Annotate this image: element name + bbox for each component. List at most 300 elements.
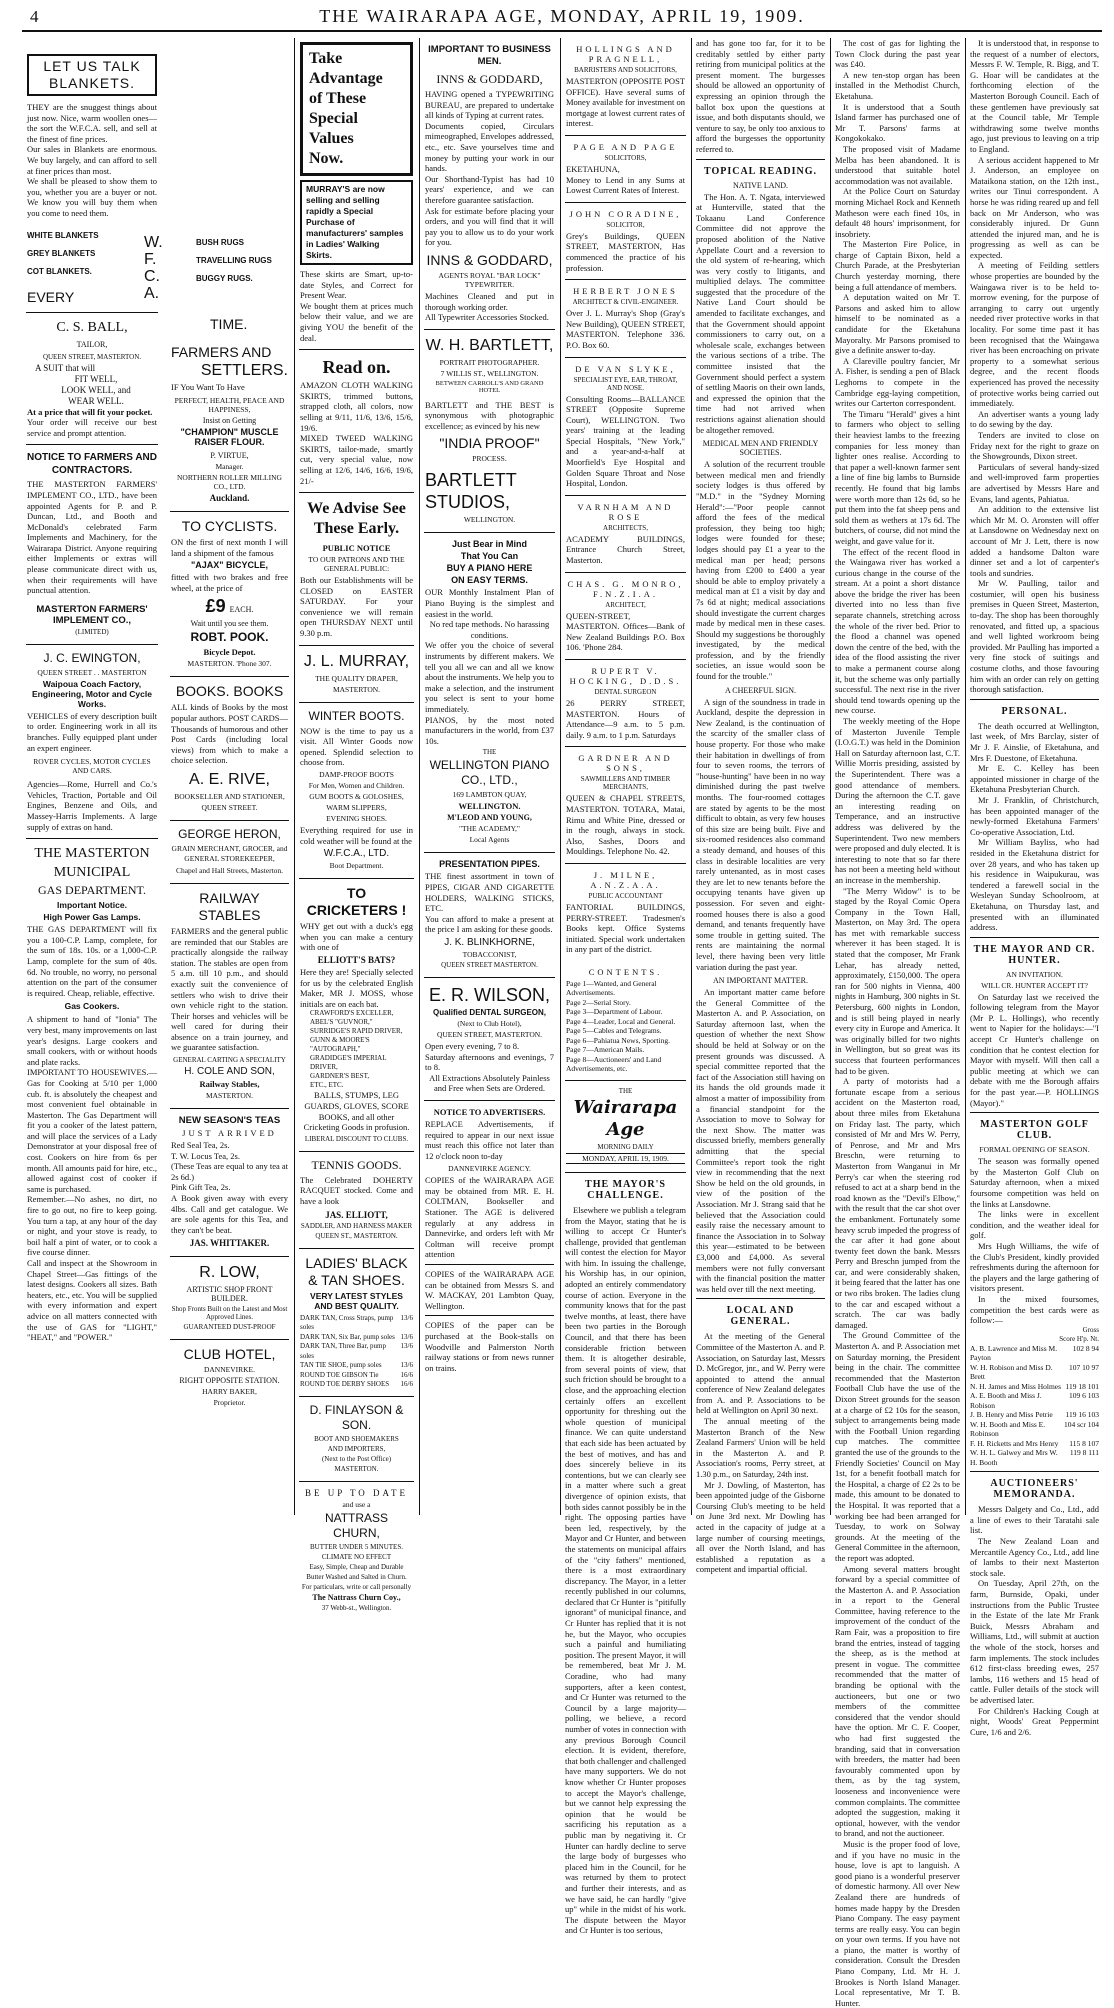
- flag-the: THE: [618, 1086, 633, 1095]
- shoe-price: 13/6: [400, 1361, 413, 1370]
- score-pair: A. B. Lawrence and Miss M. Payton: [970, 1343, 1058, 1363]
- piano-p2: No red tape methods. No harassing conditions.: [429, 619, 550, 640]
- bartlett-between: BETWEEN CARROLL'S AND GRAND HOTEL: [435, 379, 544, 394]
- typewriting-p4: Ask for estimate before placing your orders, and you will find that it will pay you to allow us to do your work for you.: [425, 205, 554, 248]
- local-title: LOCAL AND GENERAL.: [726, 1305, 795, 1328]
- piano-l2: That You Can: [460, 551, 519, 562]
- local-item: An addition to the extensive list which Mr M. O. Aronsten will offer at Lansdowne on Wednesday next on account of Mr J. Lett, there is now added a handsome Dalton ware dinner set and a lot of carpenter's tools and sundries.: [970, 504, 1099, 578]
- ball-addr: QUEEN STREET, MASTERTON.: [42, 352, 142, 361]
- churn-ad: [299, 1482, 414, 1620]
- winter-l4: WARM SLIPPERS,: [326, 803, 387, 813]
- cole-town: MASTERTON.: [205, 1091, 254, 1101]
- shoe-desc: DARK TAN, Cross Straps, pump soles: [300, 1313, 394, 1332]
- golf-sub: FORMAL OPENING OF SEASON.: [979, 1145, 1090, 1155]
- blinkhorne-name: J. K. BLINKHORNE,: [444, 936, 535, 948]
- topical-title: TOPICAL READING.: [703, 165, 818, 177]
- piano-l4: ON EASY TERMS.: [451, 575, 528, 586]
- settlers-title2: SETTLERS.: [200, 362, 288, 379]
- bush-rugs: BUSH RUGS: [196, 238, 245, 247]
- local-item: At the Police Court on Saturday morning Michael Rock and Kenneth Matheson were each fined 10s, in default 48 hours' imprisonment, for insobriety.: [835, 186, 960, 239]
- cyclists-body2: fitted with two brakes and free wheel, at the price of: [171, 572, 288, 593]
- ewington-agencies: Agencies—Rome, Hurrell and Co.'s Vehicles, Traction, Portable and Oil Engines, Benzene and Oils, and Massey-Harris Implements. A large supply of extras on hand.: [27, 779, 157, 832]
- pook-name: ROBT. POOK.: [190, 630, 269, 645]
- card-sub: ARCHITECTS,: [603, 523, 648, 532]
- advise-body: Both our Establishments will be CLOSED on EASTER SATURDAY. For your convenience we will remain open THURSDAY NEXT until 9.30 p.m.: [300, 575, 413, 639]
- card-sub: SOLICITOR,: [606, 220, 645, 229]
- score-pair: N. H. James and Miss Holmes: [970, 1381, 1062, 1391]
- blankets-intro: THEY are the snuggest things about just now. Nice, warm woollen ones—the sort the W.F.C.A. sell, and sell at the finest of fine prices.: [27, 102, 157, 144]
- golf-item: Mrs Hugh Williams, the wife of the Club's President, kindly provided refreshments during the afternoon for the players and the large gathering of visitors present.: [970, 1240, 1099, 1294]
- card-body: MASTERTON (OPPOSITE POST OFFICE). Have several sums of Money available for investment on mortgage at lowest current rates of interest.: [566, 76, 685, 129]
- challenge-title: THE MAYOR'S CHALLENGE.: [585, 1178, 666, 1201]
- shoe-desc: ROUND TOE GIBSON Tie: [300, 1370, 379, 1379]
- churn-title: BE UP TO DATE: [304, 1487, 409, 1498]
- local-item: The cost of gas for lighting the Town Clock during the past year was £40.: [835, 38, 960, 70]
- piano-agents: M'LEOD AND YOUNG,: [447, 813, 532, 823]
- readon-ad: [299, 350, 414, 493]
- cricketers-disc: LIBERAL DISCOUNT TO CLUBS.: [304, 1134, 409, 1143]
- piano-l3: BUY A PIANO HERE: [446, 563, 533, 574]
- typewriting-p5: Machines Cleaned and put in thorough working order.: [425, 290, 554, 312]
- heron-addr: Chapel and Hall Streets, Masterton.: [175, 865, 284, 875]
- score-pair: W. H. L. Galwey and Mrs W. H. Booth: [970, 1448, 1058, 1467]
- winter-boots-ad: [299, 703, 414, 880]
- wfca-logo: [144, 234, 163, 302]
- piano-addr: 169 LAMBTON QUAY,: [452, 790, 527, 800]
- club-name: CLUB HOTEL,: [183, 1346, 276, 1363]
- bat-item: ABEL'S "GUVNOR,": [310, 1018, 373, 1027]
- typewriting-ad: [424, 38, 555, 330]
- card-body: Grey's Buildings, QUEEN STREET, MASTERTON, Has commenced the practice of his profession.: [566, 230, 685, 273]
- editorial-flag: [565, 1081, 686, 1173]
- local-item: "The Merry Widow" is to be staged by the Royal Comic Opera Company in the Town Hall, Masterton, on May 3rd. The opera has met with remarkable success wherever it has been staged. It is stated that the composer, Mr Frank Lehar, has already netted, approximately, £150,000. The opera ran for 500 nights in Vienna, 400 nights in Hamburg, 300 nights in St. Petersburg, 600 nights in London, and is still being played in nearly every city in Europe and America. It was originally billed for two nights in Wellington, but so great was its success that fourteen performances had to be given.: [835, 885, 960, 1076]
- advertisers-notice: [424, 1101, 555, 1379]
- card-title: PAGE AND PAGE: [573, 141, 678, 152]
- farmers-title: NOTICE TO FARMERS AND CONTRACTORS.: [27, 452, 158, 477]
- ewington-sub: Waipoua Coach Factory, Engineering, Motor and Cycle Works.: [32, 678, 152, 709]
- ball-l1: A SUIT that will: [35, 362, 96, 373]
- score-head-gross: Gross: [1082, 1325, 1099, 1334]
- score-pair: W. H. Booth and Miss E. Robinson: [970, 1419, 1046, 1439]
- card-title: VARNHAM AND ROSE: [577, 501, 674, 522]
- shoe-row: [300, 1361, 413, 1371]
- card-body: ACADEMY BUILDINGS, Entrance Church Street, Masterton.: [566, 533, 685, 566]
- bat-item: SURRIDGE'S RAPID DRIVER,: [310, 1027, 403, 1036]
- contents-list: [566, 979, 685, 1074]
- auct-item: The New Zealand Loan and Mercantile Agency Co., Ltd., add line of lambs to their next Masterton stock sale.: [970, 1536, 1099, 1578]
- elliott-name: JAS. ELLIOTT,: [325, 1209, 388, 1220]
- cyclists-title: TO CYCLISTS.: [181, 518, 278, 534]
- will-accept: WILL CR. HUNTER ACCEPT IT?: [981, 980, 1088, 990]
- shoe-price: 13/6: [400, 1332, 413, 1341]
- blankets-title: LET US TALK BLANKETS.: [27, 54, 157, 96]
- piano-co: WELLINGTON PIANO CO., LTD.,: [429, 758, 550, 788]
- advantage-ad: [299, 38, 414, 350]
- finlayson-addr: (Next to the Post Office): [321, 1454, 392, 1463]
- professional-card: [565, 660, 686, 747]
- books-body: ALL kinds of Books by the most popular authors. POST CARDS—Thousands of humorous and other Post Cards (including local views) from which to make a choice selection.: [171, 702, 288, 766]
- tennis-body: The Celebrated DOHERTY RACQUET stocked. Come and have a look: [300, 1174, 413, 1206]
- score-row: [970, 1420, 1099, 1439]
- professional-card: [565, 358, 686, 496]
- ewington-name: J. C. EWINGTON,: [43, 650, 141, 665]
- elliotts-bats: ELLIOTT'S BATS?: [317, 955, 396, 965]
- churn-name: NATTRASS CHURN,: [324, 1510, 389, 1540]
- bartlett-name: W. H. BARTLETT,: [425, 336, 554, 354]
- score-pair: W. H. Robison and Miss D. Brett: [970, 1362, 1053, 1382]
- low-name: R. LOW,: [199, 1264, 260, 1282]
- medical-body: A solution of the recurrent trouble between medical men and friendly society lodges is thus offered by "M.D." in the "Sydney Morning Herald":—"Poor people cannot afford the fees of the medical profession, they being too high; lodges were founded for these; lodges should pay £1 a year to the medical man per head; persons having from £200 to £400 a year should be able to employ privately a medical man at £1 a visit by day and 7s 6d at night; medical associations should investigate the current charges made by medical men in these cases. Should my suggestions be thoroughly investigated, by the medical profession, and by the friendly societies, an issue would soon be found for the trouble.": [696, 459, 825, 682]
- local-item: A new ten-stop organ has been installed in the Methodist Church, Eketahuna.: [835, 69, 960, 101]
- finlayson-name: D. FINLAYSON & SON.: [309, 1402, 404, 1432]
- wfca-a: A.: [144, 285, 160, 302]
- readon-body: AMAZON CLOTH WALKING SKIRTS, trimmed buttons, strapped cloth, all colors, now selling at 9/11, 11/6, 13/6, 15/6, 19/6.: [300, 380, 413, 433]
- rive-addr: QUEEN STREET.: [201, 802, 258, 812]
- score-value: 119 8 111: [1069, 1448, 1099, 1458]
- farmers-body: THE MASTERTON FARMERS' IMPLEMENT CO., LTD., have been appointed Agents for P. and P. Duncan, Ltd., and Booth and McDonald's celebrated Farm Implements and Machinery, for the Wairarapa District. Anyone requiring either Implements or extras will please communicate direct with us, when their requirements will have punctual attention.: [27, 479, 157, 596]
- cricketers-title: TO CRICKETERS !: [306, 885, 407, 919]
- card-body: 26 PERRY STREET, MASTERTON. Hours of Attendance—9 a.m. to 5 p.m. daily. 9 a.m. to 1 p.m. Saturdays: [566, 698, 685, 740]
- gas-body: THE GAS DEPARTMENT will fix you a 100-C.P. Lamp, complete, for the sum of 18s. 10s. or a 1,000-C.P. Lamp, complete for the sum of 40s. 6d. No trouble, no worry, no personal attention on the part of the consumer is required. Cheap, reliable, effective.: [27, 924, 157, 998]
- bartlett-p1: BARTLETT and THE BEST is synonymous with photographic excellence; as evinced by his new: [425, 399, 554, 431]
- stables-spec: GENERAL CARTING A SPECIALITY: [173, 1056, 286, 1065]
- winter-body: NOW is the time to pay us a visit. All Winter Goods now opened. Splendid selection to choose from.: [300, 725, 413, 768]
- champion-brand: "CHAMPION" MUSCLE RAISER FLOUR.: [180, 427, 279, 447]
- pipes-title: PRESENTATION PIPES.: [439, 859, 540, 870]
- score-value: 102 8 94: [1072, 1343, 1099, 1353]
- club-town: DANNEVIRKE.: [203, 1365, 256, 1375]
- inns-goddard-2: INNS & GODDARD,: [426, 251, 553, 268]
- cyclists-body: ON the first of next month I will land a shipment of the famous: [171, 537, 288, 558]
- wilson-l2: Saturday afternoons and evenings, 7 to 8.: [425, 1051, 554, 1073]
- wfca-c: C.: [144, 268, 160, 285]
- card-sub: SPECIALIST EYE, EAR, THROAT, AND NOSE.: [573, 375, 678, 392]
- teas-l3: (These Teas are equal to any tea at 2s 6d.): [171, 1161, 289, 1182]
- card-title: J. MILNE, A.N.Z.A.A.: [590, 869, 661, 890]
- professional-cards: [565, 38, 686, 961]
- bartlett-process: PROCESS.: [472, 454, 507, 464]
- every-label: EVERY: [27, 288, 75, 305]
- settlers-city: Auckland.: [209, 493, 250, 503]
- card-title: HERBERT JONES: [573, 286, 678, 297]
- low-ad: [170, 1257, 289, 1340]
- card-body2: Money to Lend in any Sums at Lowest Current Rates of Interest.: [566, 174, 685, 196]
- card-title: DE VAN SLYKE,: [575, 363, 676, 374]
- pook-depot: Bicycle Depot.: [203, 647, 256, 658]
- gas-department-ad: [26, 839, 158, 1349]
- finlayson-ad: [299, 1397, 414, 1482]
- ball-name: C. S. BALL,: [56, 319, 128, 335]
- card-sub: PUBLIC ACCOUNTANT: [588, 891, 663, 900]
- ladies-title: LADIES' BLACK & TAN SHOES.: [305, 1254, 408, 1288]
- blinkhorne-addr: QUEEN STREET MASTERTON.: [441, 960, 538, 969]
- cot-blankets: COT BLANKETS.: [27, 266, 92, 276]
- readon-body2: MIXED TWEED WALKING SKIRTS, tailor-made, smartly cut, very special value, now selling at 12/6, 14/6, 16/6, 19/6, 21/-: [300, 433, 413, 486]
- score-pair: A. E. Booth and Miss J. Robison: [970, 1391, 1042, 1410]
- advise-ad: [299, 493, 414, 646]
- wilson-l1: Open every evening, 7 to 8.: [425, 1040, 520, 1051]
- shoe-row: [300, 1342, 413, 1361]
- card-sub: SOLICITORS,: [604, 153, 647, 162]
- shoe-desc: DARK TAN, Six Bar, pump soles: [300, 1332, 395, 1341]
- teas-arrived: JUST ARRIVED: [182, 1128, 277, 1139]
- golf-item: The season was formally opened by the Masterton Golf Club on Saturday afternoon, when a mixed foursome competition was held on the links at Lansdowne.: [970, 1156, 1099, 1209]
- churn-co: The Nattrass Churn Coy.,: [312, 1592, 401, 1602]
- churn-l1: BUTTER UNDER 5 MINUTES.: [310, 1542, 403, 1551]
- stables-ad: [170, 884, 289, 1109]
- shoe-price: 13/6: [400, 1313, 413, 1322]
- piano-academy: "THE ACADEMY,": [459, 824, 520, 834]
- bartlett-ad: [424, 330, 555, 534]
- low-trade: ARTISTIC SHOP FRONT BUILDER.: [186, 1285, 273, 1304]
- card-body: QUEEN & CHAPEL STREETS, MASTERTON. TOTARA, Matai, Rimu and White Pine, dressed or in the rough, always in stock. Also, Sashes, Doors and Mouldings. Telephone No. 42.: [566, 793, 685, 857]
- typewriting-body: HAVING opened a TYPEWRITING BUREAU, are prepared to undertake all kinds of Typing at current rates.: [425, 89, 554, 121]
- finlayson-town: MASTERTON.: [334, 1464, 379, 1473]
- ball-l4: WEAR WELL.: [68, 395, 124, 406]
- shoe-desc: ROUND TOE DERBY SHOES: [300, 1380, 390, 1389]
- danne-body2: COPIES of the WAIRARAPA AGE can be obtained from Messrs S. and W. MACKAY, 201 Lambton Quay, Wellington.: [425, 1269, 554, 1311]
- advantage-t4: Now.: [309, 150, 344, 167]
- books-ad: [170, 677, 289, 821]
- wilson-addr: QUEEN STREET, MASTERTON.: [436, 1029, 543, 1039]
- contents-item: Page 7—American Mails.: [566, 1045, 645, 1055]
- mayor-challenge-article: [565, 1179, 686, 1936]
- typewriting-agents: AGENTS ROYAL "BAR LOCK" TYPEWRITER.: [438, 270, 541, 289]
- club-prop: HARRY BAKER,: [202, 1387, 257, 1397]
- ewington-addr: QUEEN STREET . . MASTERTON: [37, 667, 147, 677]
- wilson-next: (Next to Club Hotel),: [457, 1018, 522, 1028]
- ewington-ad: [26, 645, 158, 839]
- churn-l5: For particulars, write or call personally: [301, 1582, 412, 1591]
- auct-item: Messrs Dalgety and Co., Ltd., add a line of ewes to their Taratahi sale list.: [970, 1504, 1099, 1536]
- shoe-desc: DARK TAN, Three Bar, pump soles: [300, 1342, 386, 1360]
- winter-title: WINTER BOOTS.: [308, 708, 405, 723]
- local-item: Tenders are invited to close on Friday next for the right to graze on the Showgrounds, Dixon street.: [970, 429, 1099, 462]
- piano-body: OUR Monthly Instalment Plan of Piano Buying is the simplest and easiest in the world.: [425, 587, 554, 619]
- elliott-trade: SADDLER, AND HARNESS MAKER: [300, 1221, 413, 1230]
- elliott-addr: QUEEN ST., MASTERTON.: [315, 1231, 398, 1240]
- murray-ad: [299, 646, 414, 703]
- whittaker-name: JAS. WHITTAKER.: [189, 1238, 270, 1249]
- contents-item: Page 3—Department of Labour.: [566, 1007, 663, 1017]
- column-3: [294, 38, 418, 1612]
- important-body: An important matter came before the General Committee of the Masterton A. and P. Association, on Saturday afternoon last, when the question of whether the next Show should be held at Solway or on the present grounds was discussed. A special committee reported that the fact of the Association still having on its hands the old grounds made it almost a matter of impossibility from a financial standpoint for the Association to move to Solway for the next Show. The matter was discussed briefly, members generally admitting that the special Committee's report took the right view in recommending that the next Show be held on the old grounds, in view of the position of the Association. Mr J. Strang said that he believed that the Association could easily raise the necessary amount to finance the Association in to Solway this year—estimated to be between £3,000 and £4,000. As several members were not fully conversant with the financial position the matter was held over till the next meeting.: [696, 987, 825, 1294]
- card-sub: SAWMILLERS AND TIMBER MERCHANTS,: [580, 775, 671, 792]
- club-l1: RIGHT OPPOSITE STATION.: [179, 1376, 280, 1386]
- advise-to: TO OUR PATRONS AND THE GENERAL PUBLIC:: [308, 555, 405, 574]
- bicycle-price: £9: [205, 596, 226, 617]
- implement-sub: (LIMITED): [75, 627, 109, 636]
- score-row: [970, 1448, 1099, 1467]
- piano-p3: We offer you the choice of several instruments by different makers. We tell you all we can and all we know about the instruments. We help you to make a selection, and the instrument you select is sent to your home immediately.: [425, 640, 554, 714]
- piano-l1: Just Bear in Mind: [451, 539, 527, 550]
- personal-title: PERSONAL.: [1001, 705, 1068, 717]
- cole-sub: Railway Stables,: [199, 1079, 260, 1090]
- score-row: [970, 1391, 1099, 1410]
- personal-item: The death occurred at Wellington, last week, of Mrs Barclay, sister of Mr J. F. Ainslie, of Eketahuna, and Mrs F. Duestone, of Eketahuna.: [970, 720, 1099, 763]
- churn-l3: Easy, Simple, Cheap and Durable: [309, 1562, 404, 1571]
- club-role: Proprietor.: [213, 1398, 246, 1408]
- winter-l5: EVENING SHOES.: [326, 814, 387, 824]
- tennis-ad: [299, 1152, 414, 1249]
- local-item: A party of motorists had a fortunate escape from a serious accident on the Masterton road, about three miles from Eketahuna on Friday last. The party, which consisted of Mr and Mrs W. Perry, of Penrose, and Mr and Mrs Breschn, were returning to Masterton from Wanganui in Mr Perry's car when the steering rod refused to act at a sharp bend in the road known as the "Devil's Elbow," with the result that the car shot over the embankment. Fortunately some heavy scrub impeded the progress of the car after it had gone about twenty feet down the bank. Messrs Perry and Breschn jumped from the car, and were considerably shaken, it being feared that the latter has one or two ribs broken. The ladies clung to the car and escaped without a scratch. The car was badly damaged.: [835, 1076, 960, 1330]
- pipes-p2: You can afford to make a present at the price I am asking for these goods.: [425, 913, 554, 935]
- card-body: FANTORIAL BUILDINGS, PERRY-STREET. Tradesmen's Books kept. Office Systems initiated. Special work undertaken in any part of the district.: [566, 901, 685, 955]
- professional-card: [565, 747, 686, 864]
- contents-item: Page 6—Pahiatua News, Sporting.: [566, 1035, 670, 1045]
- winter-l1: DAMP-PROOF BOOTS: [319, 770, 394, 780]
- local-body2: The annual meeting of the Masterton Branch of the New Zealand Farmers' Union will be held in the Masterton A. and P. Association's rooms, Perry street, at 1.30 p.m., on Saturday, 24th inst.: [696, 1416, 825, 1480]
- score-value: 104 scr 104: [1064, 1419, 1099, 1429]
- professional-card: [565, 864, 686, 961]
- professional-card: [565, 203, 686, 280]
- typewriting-p2: Documents copied, Circulars mimeographed, Envelopes addressed, etc., etc. Save yourselves time and money by putting your work in our hands.: [425, 120, 554, 174]
- settlers-mill: NORTHERN ROLLER MILLING CO., LTD.: [177, 473, 282, 491]
- settlers-l1: IF You Want To Have: [171, 382, 245, 392]
- shoe-desc: TAN TIE SHOE, pump soles: [300, 1361, 382, 1370]
- settlers-l2: PERFECT, HEALTH, PEACE AND HAPPINESS,: [174, 396, 285, 414]
- shoe-row: [300, 1314, 413, 1333]
- teas-l2: T. W. Locus Tea, 2s.: [171, 1150, 240, 1161]
- india-proof: "INDIA PROOF": [439, 435, 540, 452]
- wfca-w: W.: [144, 234, 163, 251]
- typewriting-p3: Our Shorthand-Typist has had 10 years' experience, and we can therefore guarantee satisfaction.: [425, 173, 554, 205]
- local-item: It is understood that a South Island farmer has purchased one of Mr T. Parsons' farms at Kongokokako.: [835, 101, 960, 144]
- contents-item: Page 4—Leader, Local and General.: [566, 1016, 676, 1026]
- bat-item: GRADIDGE'S IMPERIAL DRIVER,: [310, 1054, 387, 1072]
- books-title: BOOKS. BOOKS: [175, 683, 284, 700]
- stables-title: RAILWAY STABLES: [198, 889, 261, 923]
- wilson-l3: All Extractions Absolutely Painless and Free when Sets are Ordered.: [429, 1072, 550, 1094]
- danne-title: DANNEVIRKE AGENCY.: [448, 1164, 531, 1174]
- contents-item: Page 1—Wanted, and General Advertisements.: [566, 978, 657, 998]
- churn-l4: Butter Washed and Salted in Churn.: [306, 1572, 407, 1581]
- settlers-l3: Insist on Getting: [202, 416, 257, 425]
- local-body3: Mr J. Dowling, of Masterton, has been appointed judge of the Gisborne Coursing Club's meeting to be held on June 3rd next. Mr Dowling has acted in the capacity of judge at a large number of coursing meetings, all over the North Island, and has established a reputation as a competent and impartial official.: [696, 1479, 825, 1575]
- readon-title: Read on.: [322, 357, 391, 378]
- price-each: EACH.: [229, 605, 254, 615]
- auct-item: On Tuesday, April 27th, on the farm, Burnside, Opaki, under instructions from the Public Trustee in the Estate of the late Mr Frank Buick, Messrs Abraham and Williams, Ltd., will submit at auction the whole of the stock, horses and farm implements. The stock includes 612 first-class breeding ewes, 257 lambs, 116 wethers and 15 head of cattle. Fuller details of the stock will be advertised later.: [970, 1578, 1099, 1705]
- score-row: [970, 1344, 1099, 1363]
- contents-item: Page 2—Serial Story.: [566, 997, 631, 1007]
- gas-title3: GAS DEPARTMENT.: [38, 883, 146, 898]
- card-body: Over J. L. Murray's Shop (Gray's New Building), QUEEN STREET, MASTERTON. Telephone 336. P.O. Box 60.: [566, 308, 685, 350]
- golf-item: In the mixed foursomes, competition the best cards were as follow:—: [970, 1293, 1099, 1326]
- auct-title: AUCTIONEERS' MEMORANDA.: [990, 1478, 1079, 1501]
- invitation: AN INVITATION.: [1006, 969, 1063, 979]
- column-7: [830, 38, 964, 2008]
- typewriting-title: IMPORTANT TO BUSINESS MEN.: [428, 44, 551, 67]
- personal-item: Mr E. C. Kelley has been appointed missioner in charge of the Eketahuna Presbyterian Church.: [970, 763, 1099, 795]
- gas-body2: A shipment to hand of "Ionia" The very best, many improvements on last year's designs. Large cookers and small cookers, with or without hoods and plate racks.: [27, 1014, 157, 1067]
- advantage-t3: Special Values: [309, 110, 358, 147]
- shoe-row: [300, 1371, 413, 1381]
- bat-item: GARDNER'S BEST,: [310, 1072, 370, 1081]
- professional-card: [565, 573, 686, 660]
- blinkhorne-trade: TOBACCONIST,: [462, 949, 517, 959]
- professional-card: [565, 136, 686, 203]
- bartlett-studio: BARTLETT STUDIOS,: [425, 470, 517, 513]
- card-sub: ARCHITECT,: [605, 600, 646, 609]
- ball-trade: TAILOR,: [76, 339, 108, 349]
- cricketers-ad: [299, 879, 414, 1152]
- settlers-mgr: Manager.: [215, 462, 244, 471]
- gas-body3: IMPORTANT TO HOUSEWIVES.—Gas for Cooking at 5/10 per 1,000 cub. ft. is absolutely the cheapest and most convenient fuel obtainable in Masterton. The Gas Department will fit you a cooker of the latest pattern, and will place the services of a Lady Demonstrator at your disposal free of cost. Cookers on hire from 6s per month. All amounts paid for hire, etc., allowed against cost of cooker if same is purchased.: [27, 1067, 157, 1194]
- piano-ad: [424, 533, 555, 853]
- local-item: The weekly meeting of the Hope of Masterton Juvenile Temple (I.O.G.T.) was held in the Dominion Hall on Saturday afternoon last, C.T. Willie Morris presiding, assisted by the Superintendent. There was a good attendance of members. During the afternoon the C.T. gave an interesting reading on Temperance, and an instructive address was delivered by the Superintendent. Two new members were proposed and duly elected. It is interesting to note that so far there has not been a meeting held without an increase in the membership.: [835, 716, 960, 885]
- white-blankets: WHITE BLANKETS: [27, 230, 99, 240]
- low-l2: GUARANTEED DUST-PROOF: [183, 1323, 276, 1332]
- advertisers-title: NOTICE TO ADVERTISERS.: [433, 1106, 546, 1117]
- blanket-right-block: [126, 230, 272, 340]
- grey-blankets: GREY BLANKETS: [27, 248, 96, 258]
- contents-title: CONTENTS.: [588, 966, 663, 977]
- local-body: At the meeting of the General Committee of the Masterton A. and P. Association, on Saturday last, Messrs D. McGregor, jnr., and W. Perry were appointed to attend the annual conference of New Zealand delegates from A. and P. Associations to be held at Wellington on April 30 next.: [696, 1331, 825, 1416]
- wilson-ad: [424, 978, 555, 1101]
- card-body: EKETAHUNA,: [566, 163, 620, 174]
- page-header: [22, 6, 1102, 32]
- card-sub: BARRISTERS AND SOLICITORS,: [574, 66, 677, 74]
- murrays-p2: These skirts are Smart, up-to-date Styles, and Correct for Present Wear.: [300, 269, 413, 301]
- card-title: JOHN CORADINE,: [569, 208, 682, 219]
- piano-city: WELLINGTON.: [458, 801, 521, 812]
- heron-ad: [170, 821, 289, 884]
- local-item: An advertiser wants a young lady to do sewing by the day.: [970, 408, 1099, 430]
- card-title: GARDNER AND SONS,: [578, 753, 673, 774]
- bartlett-addr: 7 WILLIS ST., WELLINGTON.: [440, 368, 539, 378]
- rive-trade: BOOKSELLER AND STATIONER,: [174, 791, 285, 801]
- cheerful-body: A sign of the soundness in trade in Auckland, despite the depression in New Zealand, is the continuation of the scarcity of the smaller class of house property. For those who make their habitation in dwellings of from four to seven rooms, the terrors of "house-hunting" have been in no way diminished during the past twelve months. The four-roomed cottages are stated by agents to be the most difficult to obtain, as very few houses of this size are being built. Five and six-roomed residences also command a steady demand, and houses of this class in desirable localities are very rarely untenanted, as in most cases they are let to new tenants before the occupying tenants have given up possession. For seven and eight-roomed houses there is also a good demand, and tenants frequently have some trouble in getting suited. The rents are maintaining the normal level, there having been very little variation during the past year.: [696, 696, 825, 972]
- shoe-price: 16/6: [400, 1370, 413, 1379]
- settlers-title1: FARMERS AND: [171, 344, 272, 360]
- cyclists-ad: [170, 512, 289, 677]
- card-body: QUEEN-STREET, MASTERTON. Offices—Bank of New Zealand Buildings P.O. Box 106. 'Phone 284.: [566, 610, 685, 653]
- flag-sub: MORNING DAILY: [597, 1142, 654, 1151]
- score-value: 115 8 107: [1069, 1438, 1099, 1448]
- danne-body: COPIES of the WAIRARAPA AGE may be obtained from MR. E. H. COLTMAN, Bookseller and Stationer. The AGE is delivered regularly at any address in Dannevirke, and orders left with Mr Coltman will receive prompt attention: [425, 1175, 554, 1260]
- professional-card: [565, 38, 686, 136]
- murray-name: J. L. MURRAY,: [303, 652, 410, 670]
- local-item: A Clareville poultry fancier, Mr A. Fisher, is sending a pen of Black Leghorns to compete in the Cambridge egg-laying competition, writes our Carterton correspondent.: [835, 355, 960, 409]
- wfca-name: W.F.C.A., LTD.: [323, 848, 390, 860]
- advise-title: We Advise See These Early.: [307, 500, 406, 538]
- score-pair: F. H. Ricketts and Mrs Henry: [970, 1438, 1059, 1448]
- advertisers-body: REPLACE Advertisements, if required to appear in our next issue must reach this office not later than 12 o'clock noon to-day: [425, 1118, 554, 1161]
- professional-card: [565, 496, 686, 573]
- professional-card: [565, 280, 686, 357]
- ajax-brand: "AJAX" BICYCLE,: [190, 560, 269, 571]
- local-item: Mr W. Paulling, tailor and costumier, will open his business premises in Queen Street, Masterton, to-day. The shop has been thoroughly renovated, and fitted up, a spacious and well lighted workroom being provided. Mr Paulling has imported a very fine stock of suitings and costume cloths, and those favouring him with an order can rely on getting thorough satisfaction.: [970, 578, 1099, 695]
- important-title: AN IMPORTANT MATTER.: [713, 976, 808, 986]
- local-item: A meeting of Feilding settlers whose properties are bounded by the Waingawa river is to be held to-morrow evening, for the purpose of arranging to carry out urgently needed river protective works in that locality. For some time past it has been recognised that the Waingawa river has been encroaching on private property to a somewhat serious degree, and the recent floods experienced has proved the necessity of protective works being carried out immediately.: [970, 260, 1099, 409]
- local-item: A serious accident happened to Mr J. Anderson, an employee on Mataikona station, on the 12th inst., writes our Tinui correspondent. A horse he was riding reared up and fell back on Mr Anderson, who was considerably injured. Dr Gunn attended the injured man, and he is progressing as well as can be expected.: [970, 154, 1099, 260]
- shoe-row: [300, 1333, 413, 1343]
- buggy-rugs: BUGGY RUGS.: [196, 274, 253, 283]
- pipes-body: THE finest assortment in town of PIPES, CIGAR AND CIGARETTE HOLDERS, WALKING STICKS, ETC.: [425, 871, 554, 914]
- advantage-t2: of These: [309, 90, 367, 107]
- local-item: Among several matters brought forward by a special committee of the Masterton A. and P. Association in a report to the General Committee, having reference to the improvement of the conduct of the Ram Fair, was a proposition to fire brand the entries, instead of tagging the sheep, as is the method at present in vogue. The committee recommended that the matter of branding be optional with the auctioneers, but one or two members of the committee considered that the vendor should have the option. Mr C. F. Cooper, who had first suggested the branding, said that in conversation with breeders, the matter had been favourably commented upon by them, as by the tag system, looseness and inconvenience were common complaints. The committee adopted the suggestion, making it optional, however, with the vendor to brand, and not the auctioneer.: [835, 1563, 960, 1839]
- local-item: The Ground Committee of the Masterton A. and P. Association met on Saturday morning, the President being in the chair. The committee recommended that the Masterton Football Club have the use of the Dixon Street grounds for the season at a charge of £2 10s for the season, subject to arrangements being made with the Football Union regarding cup matches. The committee granted the use of the grounds to the Friendly Societies' Council on May 1st, for a benefit football match for the Hospital, a charge of £2 2s to be made, this amount to be donated to the Hospital. It was reported that a working bee had been arranged for Tuesday, to work on Solway grounds. At the meeting of the General Committee in the afternoon, the report was adopted.: [835, 1330, 960, 1563]
- ball-l3: LOOK WELL, and: [61, 384, 131, 395]
- farmers-notice-ad: [26, 445, 158, 645]
- challenge-continued: and has gone too far, for it to be creditably settled by either party retiring from municipal politics at the present moment. The burgesses should be allowed an opportunity of expressing an opinion through the ballot box upon the questions at issue, and both disputants should, we venture to say, be only too anxious to afford the burgesses the opportunity referred to.: [696, 38, 825, 154]
- shoe-row: [300, 1380, 413, 1390]
- contents-box: [565, 961, 686, 1081]
- score-value: 119 16 103: [1065, 1410, 1099, 1420]
- score-row: [970, 1439, 1099, 1449]
- murray-town: MASTERTON.: [332, 684, 381, 694]
- heron-name: GEORGE HERON,: [178, 826, 281, 841]
